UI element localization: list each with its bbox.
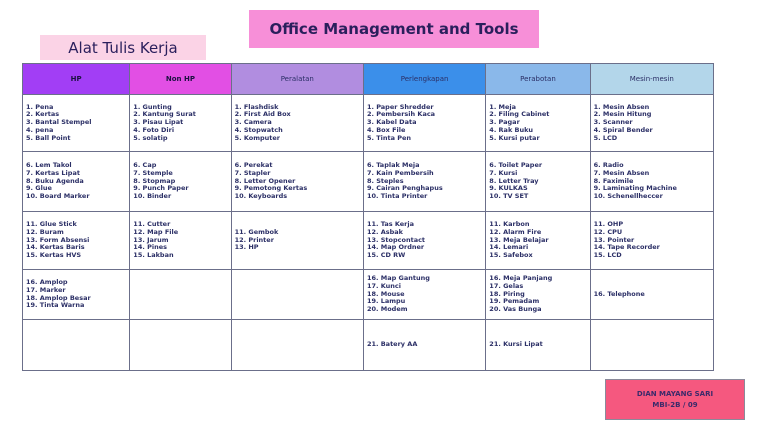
table-cell [486,95,590,152]
list-item: 1. Flashdisk [234,102,279,111]
table-cell [231,212,363,270]
list-item: 1. Mesin Absen [593,102,650,111]
table-cell [363,270,485,320]
item-list [367,341,485,349]
list-item: 15. Lakban [133,251,174,260]
table-cell [590,95,713,152]
list-item: 12. Printer [234,235,274,244]
item-list [594,162,713,201]
list-item: 14. Kertas Baris [26,243,85,252]
list-item: 6. Taplak Meja [366,161,420,169]
list-item: 11. Glue Stick [26,220,77,228]
item-list [133,221,230,260]
list-item: 7. Stapler [234,168,271,177]
item-list [489,221,589,260]
list-item: 14. Map Ordner [366,243,425,252]
table-cell [486,152,590,212]
list-item: 3. Scanner [593,118,633,127]
list-item: 14. Lemari [489,243,529,252]
list-item: 12. Asbak [366,227,403,236]
item-list [367,275,485,314]
list-item: 16. Meja Panjang [489,274,553,282]
author-badge [605,379,745,420]
subtitle-text: Alat Tulis Kerja [68,38,178,57]
list-item: 10. Tinta Printer [366,192,428,201]
list-item: 8. Faximile [593,176,634,185]
list-item: 11. Gembok [234,227,279,236]
list-item: 7. Kursi [489,168,518,177]
item-list [594,291,713,299]
list-item: 9. Pemotong Kertas [234,184,308,193]
item-list [594,221,713,260]
table-cell [486,270,590,320]
list-item: 5. Tinta Pen [366,133,412,142]
list-item: 10. Binder [133,192,172,201]
column-header-hp: HP [23,64,130,95]
table-cell [363,95,485,152]
column-header-peralatan: Peralatan [231,64,363,95]
list-item: 12. CPU [593,227,623,236]
list-item: 11. Cutter [133,220,171,228]
item-list [26,221,129,260]
item-list [489,275,589,314]
list-item: 16. Amplop [26,277,68,286]
list-item: 13. HP [234,243,259,252]
list-item: 6. Cap [133,161,157,169]
list-item: 14. Tape Recorder [593,243,660,252]
column-header-perabotan: Perabotan [486,64,590,95]
item-list [489,162,589,201]
list-item: 9. KULKAS [489,184,528,193]
list-item: 20. Vas Bunga [489,305,542,314]
list-item: 10. TV SET [489,192,529,201]
table-cell [23,320,130,371]
table-row [23,152,714,212]
item-list [235,229,363,252]
table-row [23,95,714,152]
list-item: 3. Kabel Data [366,118,417,127]
table-cell [231,270,363,320]
table-cell [23,152,130,212]
page-title-text: Office Management and Tools [269,20,519,38]
author-name: DIAN MAYANG SARI [636,389,714,398]
item-list [489,341,589,349]
list-item: 4. Stopwatch [234,125,283,134]
table-cell [590,152,713,212]
list-item: 7. Kain Pembersih [366,168,434,177]
list-item: 8. Letter Opener [234,176,296,185]
list-item: 3. Pagar [489,118,520,127]
table-cell [590,212,713,270]
table-cell [363,212,485,270]
item-list [367,104,485,143]
list-item: 21. Batery AA [366,340,418,349]
list-item: 1. Pena [26,102,54,111]
table-cell [130,270,231,320]
table-cell [23,95,130,152]
tools-table [22,63,714,371]
list-item: 15. LCD [593,251,622,260]
list-item: 4. Foto Diri [133,125,175,134]
list-item: 19. Pemadam [489,297,540,306]
list-item: 11. Tas Kerja [366,220,414,228]
list-item: 8. Letter Tray [489,176,539,185]
list-item: 11. OHP [593,220,624,228]
table-cell [130,95,231,152]
list-item: 6. Perekat [234,161,273,169]
list-item: 2. First Aid Box [234,110,291,119]
list-item: 6. Toilet Paper [489,161,543,169]
list-item: 6. Radio [593,161,624,169]
list-item: 2. Kantung Surat [133,110,196,119]
list-item: 16. Map Gantung [366,274,430,282]
item-list [235,162,363,201]
table-row [23,320,714,371]
table-cell [130,152,231,212]
table-cell [486,212,590,270]
list-item: 2. Kertas [26,110,60,119]
list-item: 13. Pointer [593,235,635,244]
list-item: 1. Gunting [133,102,172,111]
list-item: 13. Form Absensi [26,235,90,244]
list-item: 3. Pisau Lipat [133,118,184,127]
list-item: 1. Meja [489,102,517,111]
list-item: 20. Modem [366,305,408,314]
item-list [133,162,230,201]
table-cell [363,152,485,212]
item-list [367,162,485,201]
list-item: 5. Komputer [234,133,280,142]
table-cell [363,320,485,371]
list-item: 8. Buku Agenda [26,176,84,185]
item-list [26,162,129,201]
author-class: MBI-2B / 09 [652,400,698,409]
table-cell [231,95,363,152]
item-list [367,221,485,260]
list-item: 18. Mouse [366,289,405,298]
list-item: 9. Glue [26,184,52,193]
column-header-mesin-mesin: Mesin-mesin [590,64,713,95]
list-item: 4. Spiral Bender [593,125,653,134]
list-item: 13. Jarum [133,235,169,244]
list-item: 9. Cairan Penghapus [366,184,443,193]
table-cell [486,320,590,371]
item-list [26,279,129,310]
list-item: 18. Amplop Besar [26,293,91,302]
list-item: 2. Mesin Hitung [593,110,652,119]
table-cell [590,320,713,371]
list-item: 19. Lampu [366,297,406,306]
list-item: 15. CD RW [366,251,406,260]
list-item: 5. Ball Point [26,133,71,142]
list-item: 2. Pembersih Kaca [366,110,436,119]
list-item: 12. Map File [133,227,179,236]
list-item: 21. Kursi Lipat [489,340,543,349]
column-header-non-hp: Non HP [130,64,231,95]
item-list [26,104,129,143]
list-item: 4. Rak Buku [489,125,534,134]
table-cell [23,270,130,320]
list-item: 10. Board Marker [26,192,90,201]
list-item: 8. Stopmap [133,176,176,185]
list-item: 10. Keyboards [234,192,288,201]
table-cell [590,270,713,320]
list-item: 19. Tinta Warna [26,301,85,310]
list-item: 13. Meja Belajar [489,235,549,244]
table-cell [130,320,231,371]
table-row [23,270,714,320]
subtitle-badge [40,35,206,60]
item-list [133,104,230,143]
table-cell [23,212,130,270]
item-list [594,104,713,143]
list-item: 9. Punch Paper [133,184,189,193]
list-item: 7. Mesin Absen [593,168,650,177]
list-item: 4. Box File [366,125,406,134]
page-title [249,10,539,48]
list-item: 5. LCD [593,133,618,142]
list-item: 10. Schenellheccer [593,192,663,201]
list-item: 9. Laminating Machine [593,184,677,193]
table-header-row [23,64,714,95]
list-item: 3. Camera [234,118,272,127]
item-list [489,104,589,143]
list-item: 15. Kertas HVS [26,251,82,260]
list-item: 17. Kunci [366,281,401,290]
list-item: 5. Kursi putar [489,133,540,142]
column-header-perlengkapan: Perlengkapan [363,64,485,95]
list-item: 1. Paper Shredder [366,102,434,111]
list-item: 13. Stopcontact [366,235,426,244]
list-item: 2. Filing Cabinet [489,110,550,119]
list-item: 17. Marker [26,285,66,294]
list-item: 7. Stemple [133,168,173,177]
item-list [235,104,363,143]
list-item: 7. Kertas Lipat [26,168,80,177]
list-item: 17. Gelas [489,281,524,290]
list-item: 3. Bantal Stempel [26,118,92,127]
list-item: 15. Safebox [489,251,533,260]
list-item: 6. Lem Takol [26,161,72,169]
list-item: 8. Steples [366,176,404,185]
list-item: 5. solatip [133,133,168,142]
table-cell [231,152,363,212]
table-cell [130,212,231,270]
list-item: 4. pena [26,125,54,134]
table-row [23,212,714,270]
list-item: 14. Pines [133,243,167,252]
list-item: 11. Karbon [489,220,530,228]
list-item: 12. Alarm Fire [489,227,542,236]
table-cell [231,320,363,371]
list-item: 12. Buram [26,227,64,236]
list-item: 16. Telephone [593,289,645,298]
list-item: 18. Piring [489,289,525,298]
